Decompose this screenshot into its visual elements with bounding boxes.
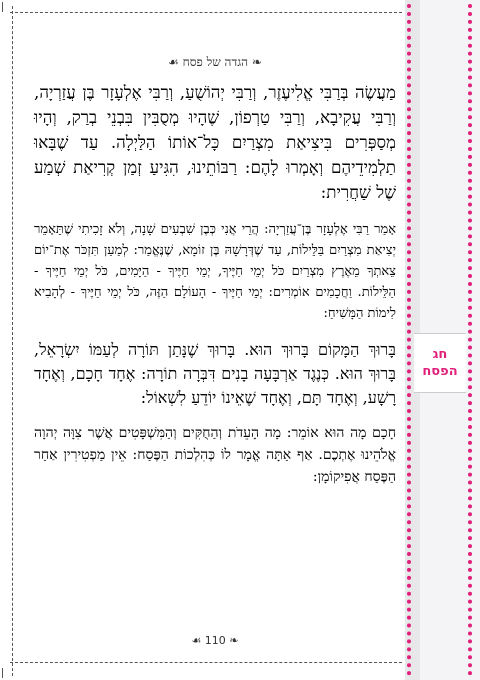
- crop-line-top: [10, 12, 402, 13]
- crop-mark: [2, 2, 3, 12]
- crop-line-left: [12, 6, 13, 676]
- running-head: ☙ הגדה של פסח ❧: [168, 55, 262, 69]
- section-tab-line1: חג: [432, 347, 448, 362]
- dotted-border-left: [407, 4, 411, 676]
- paragraph-chacham: חָכָם מָה הוּא אוֹמֵר: מָה הָעֵדֹת וְהַחֻקִּים וְהַמִּשְׁפָּטִים אֲשֶׁר צִוָּה יְהוָה אֱלֹהֵינוּ אֶתְכֶם. אַף אַתָּה אֱמָר לוֹ כְּהִלְכוֹת הַפֶּסַח: אֵין מַפְטִירִין אַחַר הַפֶּסַח אֲפִיקוֹמָן:: [34, 425, 396, 485]
- paragraph-baruch-hamakom: בָּרוּךְ הַמָּקוֹם בָּרוּךְ הוּא. בָּרוּךְ שֶׁנָּתַן תּוֹרָה לְעַמּוֹ יִשְׂרָאֵל, בָּרוּךְ הוּא. כְּנֶגֶד אַרְבָּעָה בָנִים דִּבְּרָה תוֹרָה: אֶחָד חָכָם, וְאֶחָד רָשָׁע, וְאֶחָד תָּם, וְאֶחָד שֶׁאֵינוֹ יוֹדֵעַ לִשְׁאוֹל:: [34, 340, 396, 407]
- crop-mark: [2, 668, 3, 678]
- main-text: [34, 80, 396, 488]
- paragraph-amar-rabbi-elazar: אָמַר רַבִּי אֶלְעָזָר בֶּן־עֲזַרְיָה: הֲרֵי אֲנִי כְּבֶן שִׁבְעִים שָׁנָה, וְלֹא זָכִיתִי שֶׁתֵּאָמֵר יְצִיאַת מִצְרַיִם בַּלֵּילוֹת, עַד שֶׁדְּרָשָׁהּ בֶּן זוֹמָא, שֶׁנֶּאֱמַר: לְמַעַן תִּזְכֹּר אֶת־יוֹם צֵאתְךָ מֵאֶרֶץ מִצְרַיִם כֹּל יְמֵי חַיֶּיךָ, יְמֵי חַיֶּיךָ - הַיָּמִים, כֹּל יְמֵי חַיֶּיךָ - הַלֵּילוֹת. וַחֲכָמִים אוֹמְרִים: יְמֵי חַיֶּיךָ - הָעוֹלָם הַזֶּה, כֹּל יְמֵי חַיֶּיךָ - לְהָבִיא לִימוֹת הַמָּשִׁיחַ:: [34, 222, 396, 321]
- section-tab-line2: הפסח: [422, 364, 458, 379]
- dotted-border-right: [468, 4, 472, 676]
- paragraph-maaseh: מַעֲשֶׂה בְּרַבִּי אֱלִיעֶזֶר, וְרַבִּי יְהוֹשֻׁעַ, וְרַבִּי אֶלְעָזָר בֶּן עֲזַרְיָה, וְרַבִּי עֲקִיבָא, וְרַבִּי טַרְפוֹן, שֶׁהָיוּ מְסֻבִּין בִּבְנֵי בְרַק, וְהָיוּ מְסַפְּרִים בִּיצִיאַת מִצְרַיִם כָּל־אוֹתוֹ הַלַּיְלָה. עַד שֶׁבָּאוּ תַלְמִידֵיהֶם וְאָמְרוּ לָהֶם: רַבּוֹתֵינוּ, הִגִּיעַ זְמַן קְרִיאַת שְׁמַע שֶׁל שַׁחֲרִית:: [34, 82, 396, 202]
- crop-line-bottom: [10, 662, 402, 663]
- section-tab: [414, 333, 466, 393]
- page-number: ☙ 110 ❧: [191, 634, 239, 647]
